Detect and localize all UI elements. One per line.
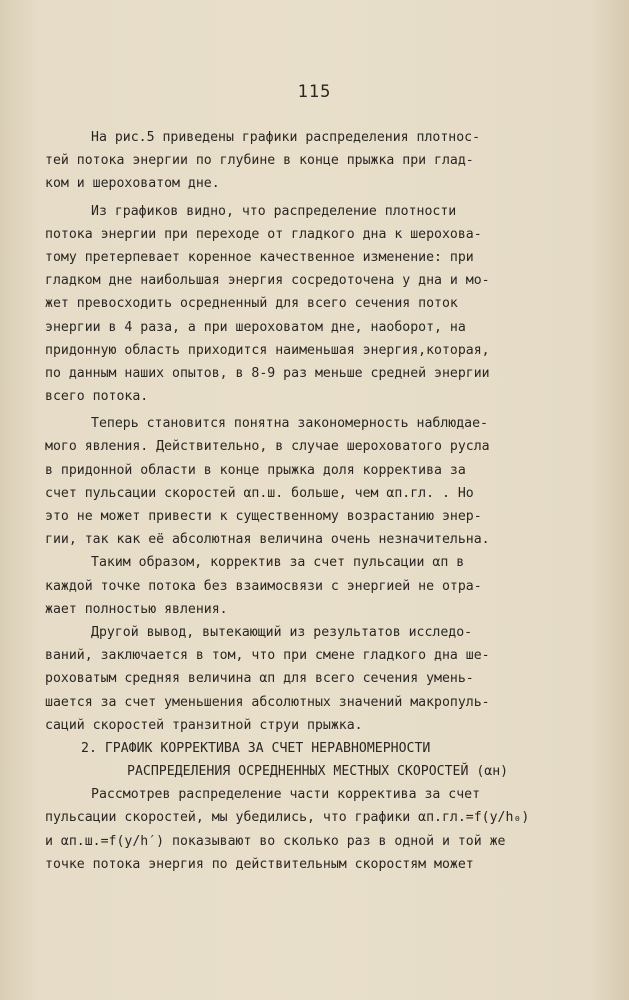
section-heading-line: 2. ГРАФИК КОРРЕКТИВА ЗА СЧЕТ НЕРАВНОМЕРНОСТИ [81,740,431,756]
text-line: мого явления. Действительно, в случае шероховатого русла [45,439,490,455]
paragraph [45,783,575,876]
text-line: энергии в 4 раза, а при шероховатом дне, наоборот, на [45,319,466,335]
paragraph [45,412,575,551]
paragraph [45,126,575,196]
text-line: Рассмотрев распределение части корректива за счет [91,787,481,803]
section-heading [45,737,575,783]
text-line: жет превосходить осредненный для всего сечения поток [45,296,458,312]
text-line: по данным наших опытов, в 8-9 раз меньше средней энергии [45,365,490,381]
text-line: это не может привести к существенному возрастанию энер- [45,509,482,524]
text-line: Из графиков видно, что распределение плотности [91,203,457,219]
text-line: всего потока. [45,389,149,405]
text-line: и αп.ш.=f(y/h′) показывают во сколько раз в одной и той же [45,833,506,849]
text-line: ваний, заключается в том, что при смене гладкого дна ше- [45,648,490,664]
text-line: шается за счет уменьшения абсолютных значений макропуль- [45,694,490,710]
text-line: жает полностью явления. [45,601,228,617]
page-number: 115 [297,82,332,102]
paragraph [45,200,575,409]
text-line: каждой точке потока без взаимосвязи с энергией не отра- [45,578,482,594]
text-line: Теперь становится понятна закономерность наблюдае- [91,416,488,432]
text-line: ком и шероховатом дне. [45,176,220,192]
text-line: На рис.5 приведены графики распределения плотнос- [91,130,481,145]
text-line: придонную область приходится наименьшая энергия,которая, [45,342,490,358]
body-text [45,126,575,876]
section-heading-line: РАСПРЕДЕЛЕНИЯ ОСРЕДНЕННЫХ МЕСТНЫХ СКОРОСТЕЙ (αн) [127,764,509,780]
text-line: потока энергии при переходе от гладкого дна к шероховa- [45,226,482,242]
text-line: точке потока энергия по действительным скоростям может [45,856,474,872]
text-line: гии, так как её абсолютная величина очень незначительна. [45,532,490,548]
text-line: тей потока энергии по глубине в конце прыжка при глад- [45,153,474,169]
text-line: саций скоростей транзитной струи прыжка. [45,717,363,733]
text-line: Другой вывод, вытекающий из результатов исследо- [91,624,473,640]
text-line: пульсации скоростей, мы убедились, что графики αп.гл.=f(y/h₀) [45,810,530,826]
text-line: гладком дне наибольшая энергия сосредоточена у дна и мо- [45,273,490,289]
text-line: счет пульсации скоростей αп.ш. больше, чем αп.гл. . Но [45,485,474,501]
text-line: в придонной области в конце прыжка доля корректива за [45,462,466,478]
text-line: Таким образом, корректив за счет пульсации αп в [91,555,465,571]
paragraph [45,621,575,737]
text-line: роховатым средняя величина αп для всего сечения умень- [45,671,474,687]
text-line: тому претерпевает коренное качественное изменение: при [45,249,474,265]
paragraph [45,551,575,621]
